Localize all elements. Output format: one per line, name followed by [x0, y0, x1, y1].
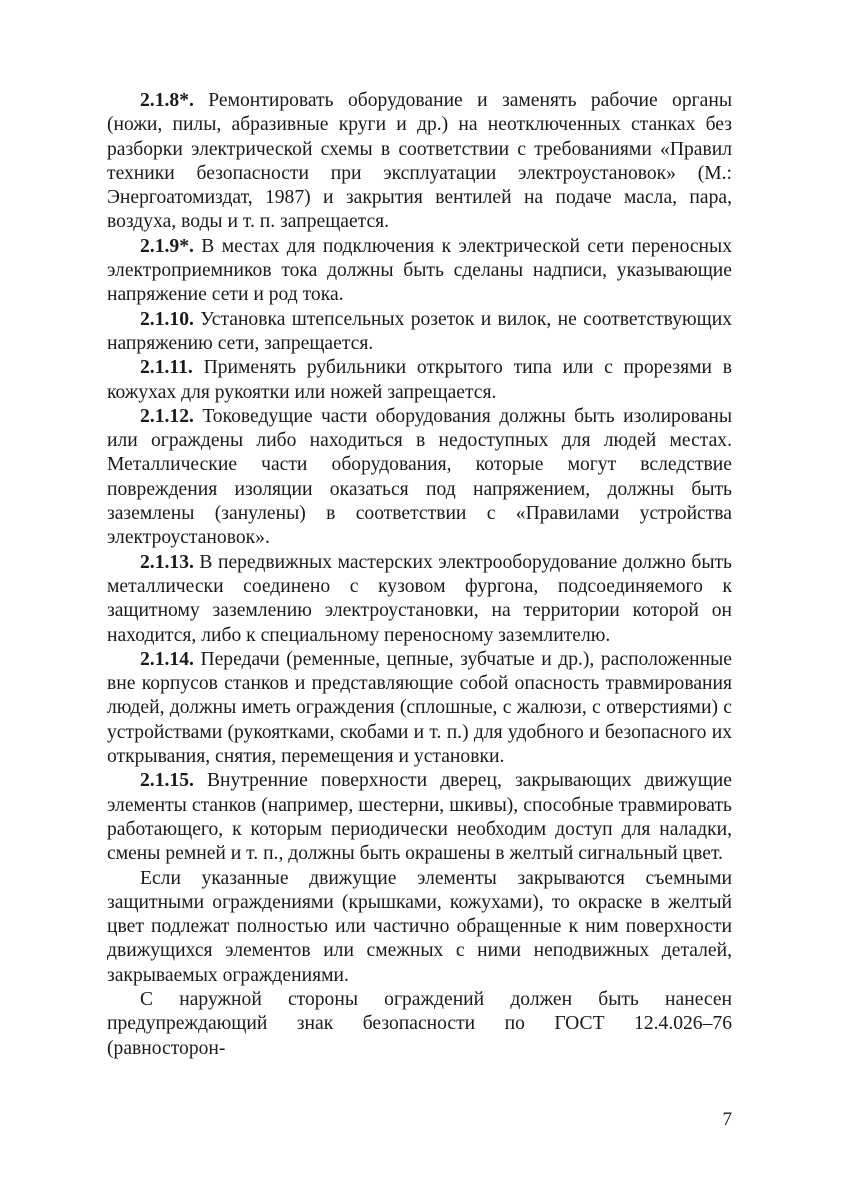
- clause-number: 2.1.10.: [140, 308, 194, 330]
- paragraph-2-1-12: [107, 405, 732, 551]
- paragraph-text: С наружной стороны ограждений должен быть нанесен предупреждающий знак безопасности по ГОСТ 12.4.026–76 (равносторон-: [107, 988, 732, 1059]
- paragraph-2-1-13: [107, 551, 732, 648]
- clause-number: 2.1.8*.: [140, 90, 194, 111]
- clause-text: Внутренние поверхности дверец, закрывающих движущие элементы станков (например, шестерни, шкивы), способные травмировать работающего, к которым периодически необходим доступ для наладки, смены ремней и т. п., должны быть окрашены в желтый сигнальный цвет.: [107, 770, 732, 865]
- page-number: 7: [722, 1109, 732, 1130]
- clause-number: 2.1.9*.: [140, 235, 194, 257]
- clause-text: В местах для подключения к электрической сети переносных электроприемников тока должны быть сделаны надписи, указывающие напряжение сети и род тока.: [107, 235, 732, 306]
- document-body: [107, 89, 732, 1061]
- clause-text: В передвижных мастерских электрооборудование должно быть металлически соединено с кузовом фургона, подсоединяемого к защитному заземлению электроустановки, на территории которой он находится, либо к специальному переносному заземлителю.: [107, 551, 732, 646]
- clause-number: 2.1.15.: [140, 770, 194, 792]
- paragraph-2-1-10: [107, 308, 732, 357]
- paragraph-warning-sign: [107, 988, 732, 1061]
- paragraph-2-1-15: [107, 769, 732, 866]
- clause-text: Ремонтировать оборудование и заменять рабочие органы (ножи, пилы, абразивные круги и др.) на неотключенных станках без разборки электрической схемы в соответствии с требованиями «Правил техники безопасности при эксплуатации электроустановок» (М.: Энергоатомиздат, 1987) и закрытия вентилей на подаче масла, пара, воздуха, воды и т. п. запрещается.: [107, 90, 732, 233]
- clause-number: 2.1.12.: [140, 405, 194, 427]
- paragraph-2-1-11: [107, 356, 732, 405]
- paragraph-removable-guards: [107, 867, 732, 988]
- clause-text: Установка штепсельных розеток и вилок, не соответствующих напряжению сети, запрещается.: [107, 308, 732, 354]
- clause-number: 2.1.14.: [140, 648, 194, 670]
- clause-text: Токоведущие части оборудования должны быть изолированы или ограждены либо находиться в недоступных для людей местах. Металлические части оборудования, которые могут вследствие повреждения изоляции оказаться под напряжением, должны быть заземлены (занулены) в соответствии с «Правилами устройства электроустановок».: [107, 405, 732, 549]
- paragraph-2-1-14: [107, 648, 732, 769]
- paragraph-text: Если указанные движущие элементы закрываются съемными защитными ограждениями (крышками, кожухами), то окраске в желтый цвет подлежат полностью или частично обращенные к ним поверхности движущихся элементов или смежных с ними неподвижных деталей, закрываемых ограждениями.: [107, 867, 732, 986]
- paragraph-2-1-8: [107, 89, 732, 235]
- clause-text: Применять рубильники открытого типа или с прорезями в кожухах для рукоятки или ножей запрещается.: [107, 357, 732, 403]
- clause-number: 2.1.11.: [140, 357, 193, 379]
- clause-number: 2.1.13.: [140, 551, 194, 573]
- paragraph-2-1-9: [107, 235, 732, 308]
- clause-text: Передачи (ременные, цепные, зубчатые и др.), расположенные вне корпусов станков и представляющие собой опасность травмирования людей, должны иметь ограждения (сплошные, с жалюзи, с отверстиями) с устройствами (рукоятками, скобами и т. п.) для удобного и безопасного их открывания, снятия, перемещения и установки.: [107, 648, 732, 768]
